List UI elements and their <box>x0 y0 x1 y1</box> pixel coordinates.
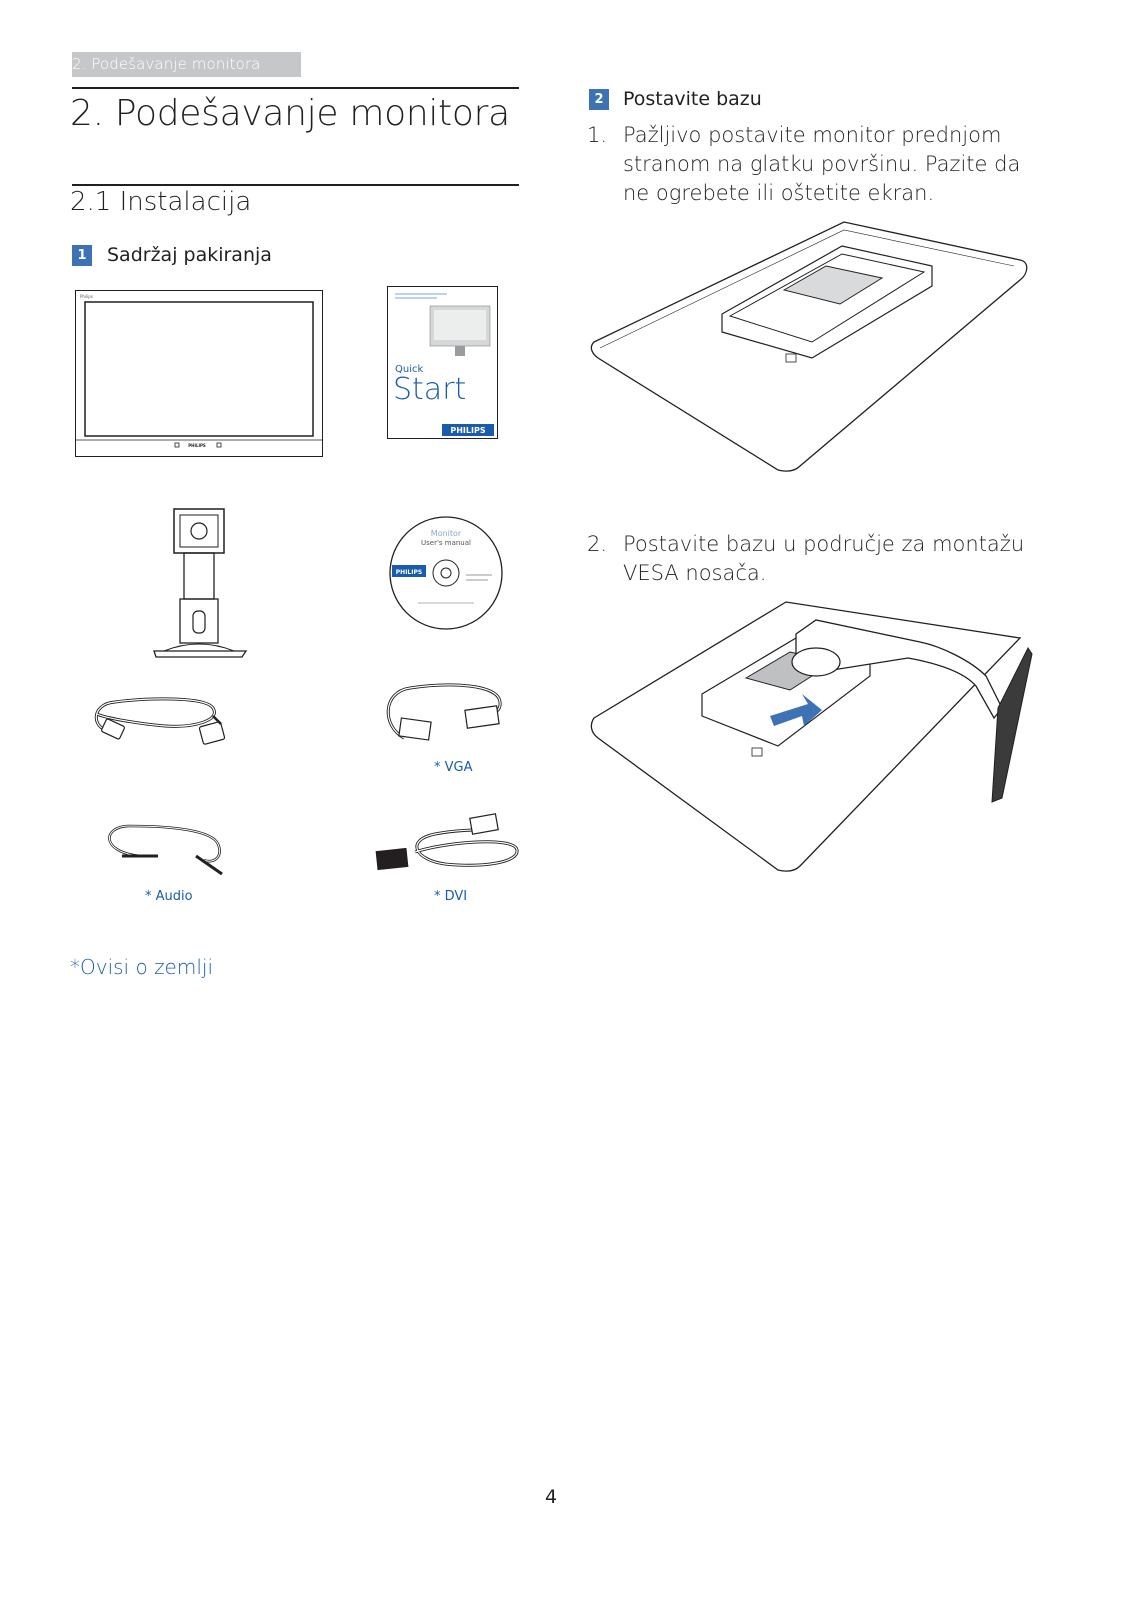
audio-cable-illustration <box>100 820 230 880</box>
monitor-illustration <box>75 290 325 458</box>
cd-brand: PHILIPS <box>395 569 423 576</box>
country-footnote: *Ovisi o zemlji <box>70 955 214 979</box>
attach-base-label: Postavite bazu <box>623 88 762 110</box>
step-2-text: Postavite bazu u područje za montažu VESA nosača. <box>623 532 1025 585</box>
step-badge-2: 2 <box>589 89 609 110</box>
power-cord-illustration <box>85 688 245 758</box>
start-label: Start <box>393 372 467 407</box>
package-contents-label: Sadržaj pakiranja <box>107 244 272 266</box>
step-1 <box>587 121 1027 211</box>
chapter-title: 2. Podešavanje monitora <box>70 93 510 134</box>
step-1-number: 1. <box>587 123 608 147</box>
section-rule <box>72 184 519 186</box>
quick-start-guide <box>387 286 499 440</box>
running-header <box>72 52 301 77</box>
cd-illustration <box>388 515 504 631</box>
running-header-text: 2. Podešavanje monitora <box>72 55 261 73</box>
monitor-facedown-illustration <box>590 218 1030 476</box>
vga-caption: * VGA <box>434 760 473 775</box>
dvi-cable-illustration <box>375 812 525 882</box>
dvi-caption: * DVI <box>434 889 468 904</box>
cd-line1: Monitor <box>430 529 462 538</box>
cd-line2: User's manual <box>421 539 471 547</box>
vga-cable-illustration <box>380 676 512 756</box>
step-2-number: 2. <box>587 532 608 556</box>
qs-brand: PHILIPS <box>450 426 486 435</box>
step-2 <box>587 530 1027 590</box>
chapter-rule <box>72 87 519 89</box>
audio-caption: * Audio <box>145 889 193 904</box>
quick-label: Quick <box>395 364 424 375</box>
base-attach-illustration <box>590 598 1030 874</box>
step-1-text: Pažljivo postavite monitor prednjom stranom na glatku površinu. Pazite da ne ogrebete ili oštetite ekran. <box>623 123 1021 205</box>
stand-illustration <box>150 505 250 659</box>
svg-text:Philips: Philips <box>80 294 93 299</box>
page-number: 4 <box>545 1486 558 1508</box>
section-title: 2.1 Instalacija <box>70 187 252 217</box>
step-badge-1: 1 <box>72 245 92 266</box>
monitor-brand: PHILIPS <box>188 443 206 448</box>
